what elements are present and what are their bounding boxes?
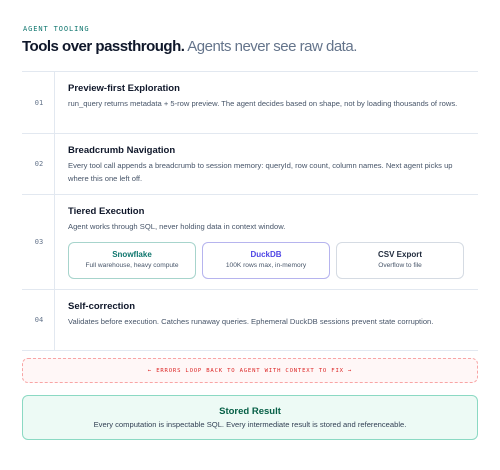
- result-description: Every computation is inspectable SQL. Every intermediate result is stored and referenceable.: [93, 419, 407, 429]
- page-title-muted: Agents never see raw data.: [187, 38, 357, 55]
- step-title: Tiered Execution: [68, 206, 145, 217]
- step-number: 02: [22, 134, 55, 194]
- step-content: [55, 290, 478, 350]
- stored-result-card: [22, 395, 478, 440]
- step-description: Validates before execution. Catches runaway queries. Ephemeral DuckDB sessions prevent state corruption.: [68, 317, 434, 326]
- steps-list: [22, 71, 478, 351]
- execution-engines: [68, 242, 468, 279]
- step-content: [55, 195, 478, 289]
- engine-detail: 100K rows max, in-memory: [225, 262, 307, 269]
- step-number: 04: [22, 290, 55, 350]
- step-item: [22, 72, 478, 134]
- step-description: Agent works through SQL, never holding data in context window.: [68, 222, 286, 231]
- engine-name: Snowflake: [112, 250, 152, 259]
- step-item: [22, 134, 478, 195]
- page-title-strong: Tools over passthrough.: [22, 38, 185, 55]
- result-title: Stored Result: [219, 405, 281, 417]
- step-title: Self-correction: [68, 301, 136, 312]
- engine-detail: Overflow to file: [378, 262, 422, 269]
- engine-name: DuckDB: [250, 250, 282, 259]
- engine-detail: Full warehouse, heavy compute: [85, 262, 179, 269]
- step-description: Every tool call appends a breadcrumb to session memory: queryId, row count, column names. Next agent picks up where this one left off.: [68, 161, 453, 183]
- section-eyebrow: AGENT TOOLING: [23, 25, 90, 33]
- error-loop-banner: ← ERRORS LOOP BACK TO AGENT WITH CONTEXT TO FIX →: [22, 358, 478, 383]
- step-description: run_query returns metadata + 5-row preview. The agent decides based on shape, not by loading thousands of rows.: [68, 99, 458, 108]
- step-item: [22, 290, 478, 351]
- engine-card-csv-export: [336, 242, 464, 279]
- step-number: 03: [22, 195, 55, 289]
- step-content: [55, 72, 478, 133]
- engine-card-snowflake: [68, 242, 196, 279]
- step-content: [55, 134, 478, 194]
- engine-card-duckdb: [202, 242, 330, 279]
- step-title: Breadcrumb Navigation: [68, 145, 176, 156]
- page-title: [22, 38, 357, 56]
- engine-name: CSV Export: [377, 250, 422, 259]
- step-title: Preview-first Exploration: [68, 83, 180, 94]
- step-item: [22, 195, 478, 290]
- step-number: 01: [22, 72, 55, 133]
